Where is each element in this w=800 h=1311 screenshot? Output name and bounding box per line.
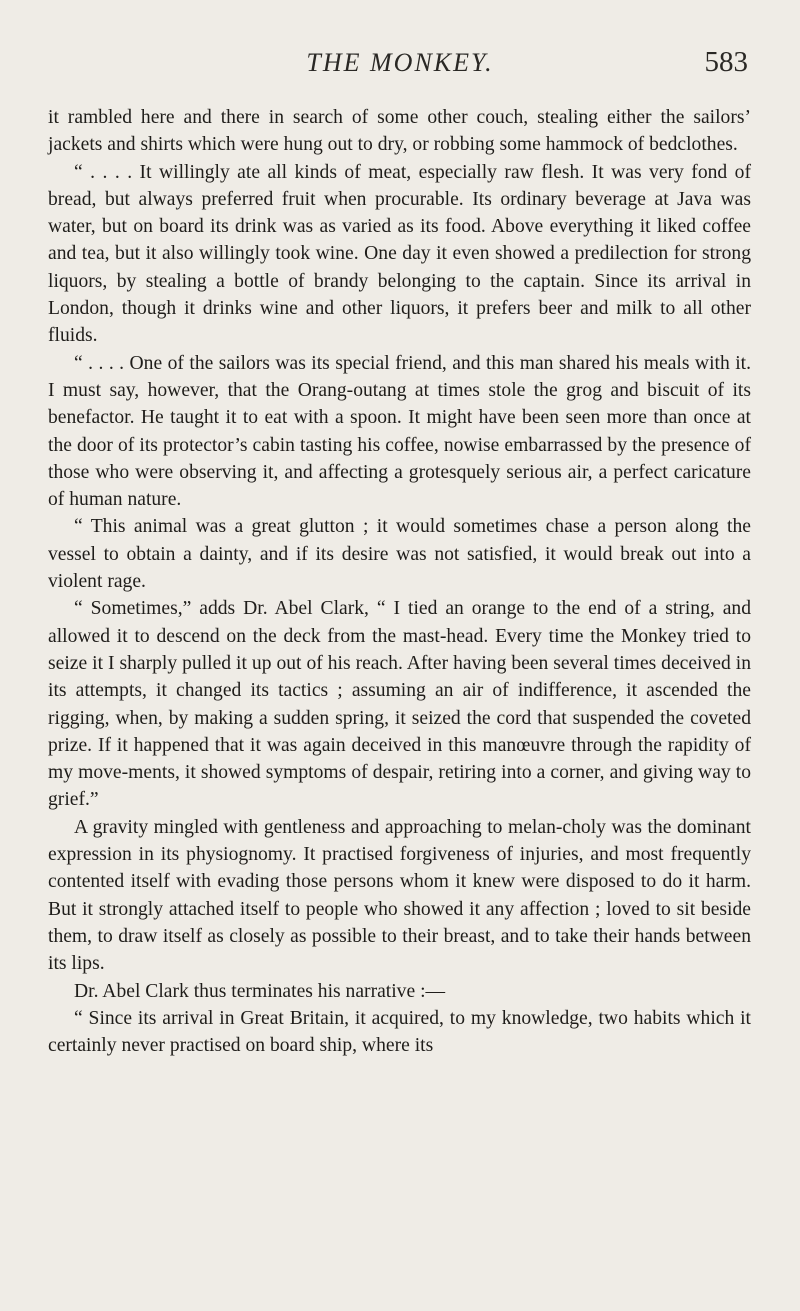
paragraph: “ Sometimes,” adds Dr. Abel Clark, “ I tied an orange to the end of a string, and allowed it to descend on the deck from the mast-head. Every time the Monkey tried to seize it I sharply pulled it up out of his reach. After having been several times deceived in its attempts, it changed its tactics ; assuming an air of indifference, it ascended the rigging, when, by making a sudden spring, it seized the cord that suspended the coveted prize. If it happened that it was again deceived in this manœuvre through the rapidity of my move-ments, it showed symptoms of despair, retiring into a corner, and giving way to grief.”: [48, 598, 751, 811]
body-text: [48, 104, 751, 1059]
running-head: [0, 44, 800, 84]
paragraph: “ . . . . It willingly ate all kinds of meat, especially raw flesh. It was very fond of bread, but always preferred fruit when procurable. Its ordinary beverage at Java was water, but on board its drink was as varied as its food. Above everything it liked coffee and tea, but it also willingly took wine. One day it even showed a predilection for strong liquors, by stealing a bottle of brandy belonging to the captain. Since its arrival in London, though it drinks wine and other liquors, it prefers beer and milk to all other fluids.: [48, 161, 751, 347]
paragraph: it rambled here and there in search of some other couch, stealing either the sailors’ jackets and shirts which were hung out to dry, or robbing some hammock of bedclothes.: [48, 107, 751, 156]
paragraph: A gravity mingled with gentleness and approaching to melan-choly was the dominant expression in its physiognomy. It practised forgiveness of injuries, and most frequently contented itself with evading those persons whom it knew were disposed to do it harm. But it strongly attached itself to people who showed it any affection ; loved to sit beside them, to draw itself as closely as possible to their breast, and to take their hands between its lips.: [48, 816, 751, 975]
paragraph: “ This animal was a great glutton ; it would sometimes chase a person along the vessel to obtain a dainty, and if its desire was not satisfied, it would break out into a violent rage.: [48, 516, 751, 593]
running-title: THE MONKEY.: [306, 48, 494, 77]
paragraph: “ . . . . One of the sailors was its special friend, and this man shared his meals with it. I must say, however, that the Orang-outang at times stole the grog and biscuit of its benefactor. He taught it to eat with a spoon. It might have been seen more than once at the door of its protector’s cabin tasting his coffee, nowise embarrassed by the presence of those who were observing it, and affecting a grotesquely serious air, a perfect caricature of human nature.: [48, 352, 751, 511]
page-number: 583: [704, 46, 748, 78]
paragraph: “ Since its arrival in Great Britain, it acquired, to my knowledge, two habits which it certainly never practised on board ship, where its: [48, 1007, 751, 1057]
paragraph: Dr. Abel Clark thus terminates his narrative :—: [74, 980, 446, 1002]
